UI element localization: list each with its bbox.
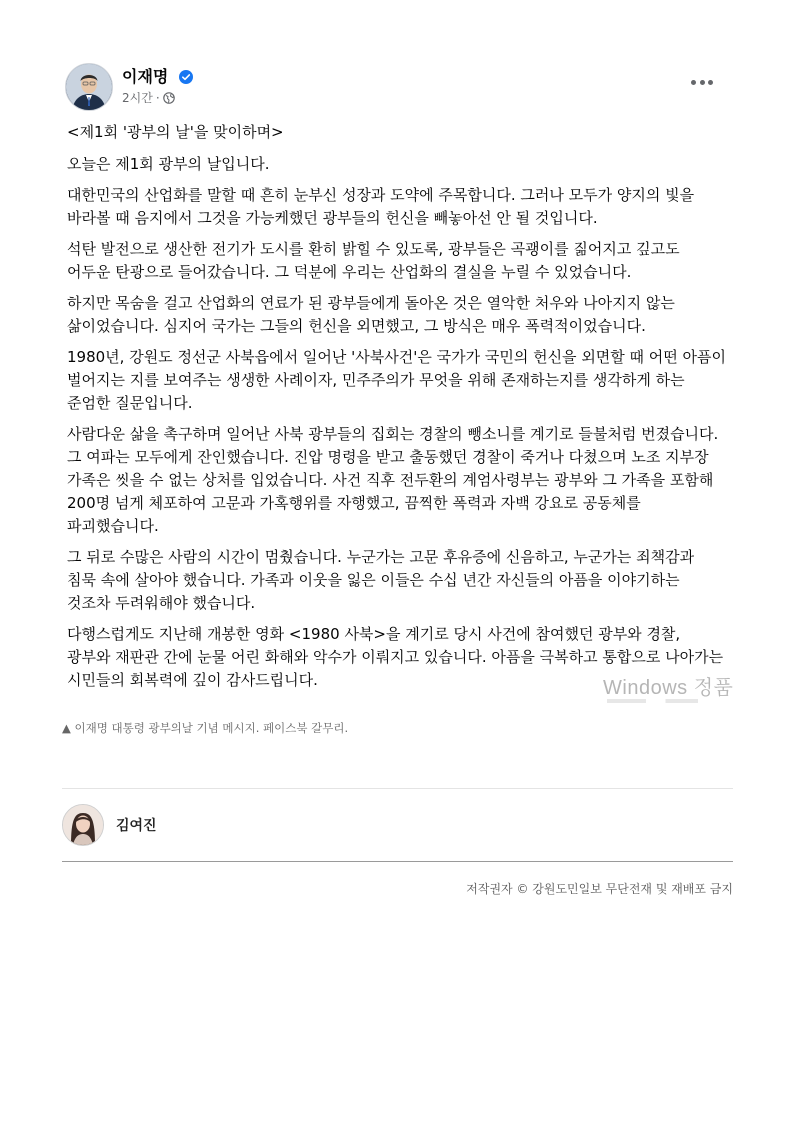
globe-icon[interactable] bbox=[163, 92, 175, 104]
image-caption: ▲ 이재명 대통령 광부의날 기념 메시지. 페이스북 갈무리. bbox=[62, 721, 349, 735]
more-dot bbox=[691, 80, 696, 85]
post-paragraph: 1980년, 강원도 정선군 사북읍에서 일어난 '사북사건'은 국가가 국민의 헌신을 외면할 때 어떤 아픔이 벌어지는 지를 보여주는 생생한 사례이자, 민주주의가 무엇을 위해 존재하는지를 생각하게 하는 준엄한 질문입니다. bbox=[67, 348, 727, 412]
meta-separator: · bbox=[155, 91, 160, 105]
reporter-avatar[interactable] bbox=[62, 804, 104, 846]
more-dot bbox=[700, 80, 705, 85]
post-paragraph: 다행스럽게도 지난해 개봉한 영화 <1980 사북>을 계기로 당시 사건에 참여했던 광부와 경찰, 광부와 재판관 간에 눈물 어린 화해와 악수가 이뤄지고 있습니다. 아픔을 극복하고 통합으로 나아가는 시민들의 회복력에 깊이 감사드립니다. bbox=[67, 625, 724, 689]
post-paragraph: 하지만 목숨을 걸고 산업화의 연료가 된 광부들에게 돌아온 것은 열악한 처우와 나아지지 않는 삶이었습니다. 심지어 국가는 그들의 헌신을 외면했고, 그 방식은 매우 폭력적이었습니다. bbox=[67, 294, 675, 335]
post-paragraph: 그 뒤로 수많은 사람의 시간이 멈췄습니다. 누군가는 고문 후유증에 신음하고, 누군가는 죄책감과 침묵 속에 살아야 했습니다. 가족과 이웃을 잃은 이들은 수십 년간 자신들의 아픔을 이야기하는 것조차 두려워해야 했습니다. bbox=[67, 548, 695, 612]
copyright-notice: 저작권자 © 강원도민일보 무단전재 및 재배포 금지 bbox=[466, 882, 733, 896]
reporter-name[interactable]: 김여진 bbox=[116, 818, 157, 834]
post-paragraph: 석탄 발전으로 생산한 전기가 도시를 환히 밝힐 수 있도록, 광부들은 곡괭이를 짊어지고 깊고도 어두운 탄광으로 들어갔습니다. 그 덕분에 우리는 산업화의 결실을 누릴 수 있었습니다. bbox=[67, 240, 680, 281]
reporter-avatar-image bbox=[63, 805, 103, 845]
author-avatar[interactable] bbox=[65, 63, 113, 111]
divider bbox=[62, 861, 733, 862]
verified-badge-icon bbox=[179, 70, 193, 84]
post-header bbox=[65, 63, 731, 115]
author-avatar-image bbox=[66, 64, 112, 110]
post-paragraph: 오늘은 제1회 광부의 날입니다. bbox=[67, 155, 270, 173]
divider bbox=[62, 788, 733, 789]
post-paragraph-title: <제1회 '광부의 날'을 맞이하며> bbox=[67, 123, 284, 141]
windows-activation-watermark: Windows 정품 bbox=[603, 677, 734, 699]
post-meta bbox=[122, 90, 175, 106]
author-name[interactable]: 이재명 bbox=[122, 67, 169, 86]
watermark-subtext bbox=[607, 699, 734, 703]
post-paragraph: 대한민국의 산업화를 말할 때 흔히 눈부신 성장과 도약에 주목합니다. 그러나 모두가 양지의 빛을 바라볼 때 음지에서 그것을 가능케했던 광부들의 헌신을 빼놓아선 안 될 것입니다. bbox=[67, 186, 695, 227]
reporter-byline[interactable] bbox=[62, 803, 157, 847]
post-paragraph: 사람다운 삶을 촉구하며 일어난 사북 광부들의 집회는 경찰의 뺑소니를 계기로 들불처럼 번졌습니다. 그 여파는 모두에게 잔인했습니다. 진압 명령을 받고 출동했던 경찰이 죽거나 다쳤으며 노조 지부장 가족은 씻을 수 없는 상처를 입었습니다. 사건 직후 전두환의 계엄사령부는 광부와 그 가족을 포함해 200명 넘게 체포하여 고문과 가혹행위를 자행했고, 끔찍한 폭력과 자백 강요로 공동체를 파괴했습니다. bbox=[67, 425, 719, 535]
more-dot bbox=[708, 80, 713, 85]
facebook-post-screenshot bbox=[62, 57, 734, 709]
more-options-icon[interactable] bbox=[691, 75, 713, 89]
post-body bbox=[67, 121, 727, 700]
post-time[interactable]: 2시간 bbox=[122, 91, 153, 105]
